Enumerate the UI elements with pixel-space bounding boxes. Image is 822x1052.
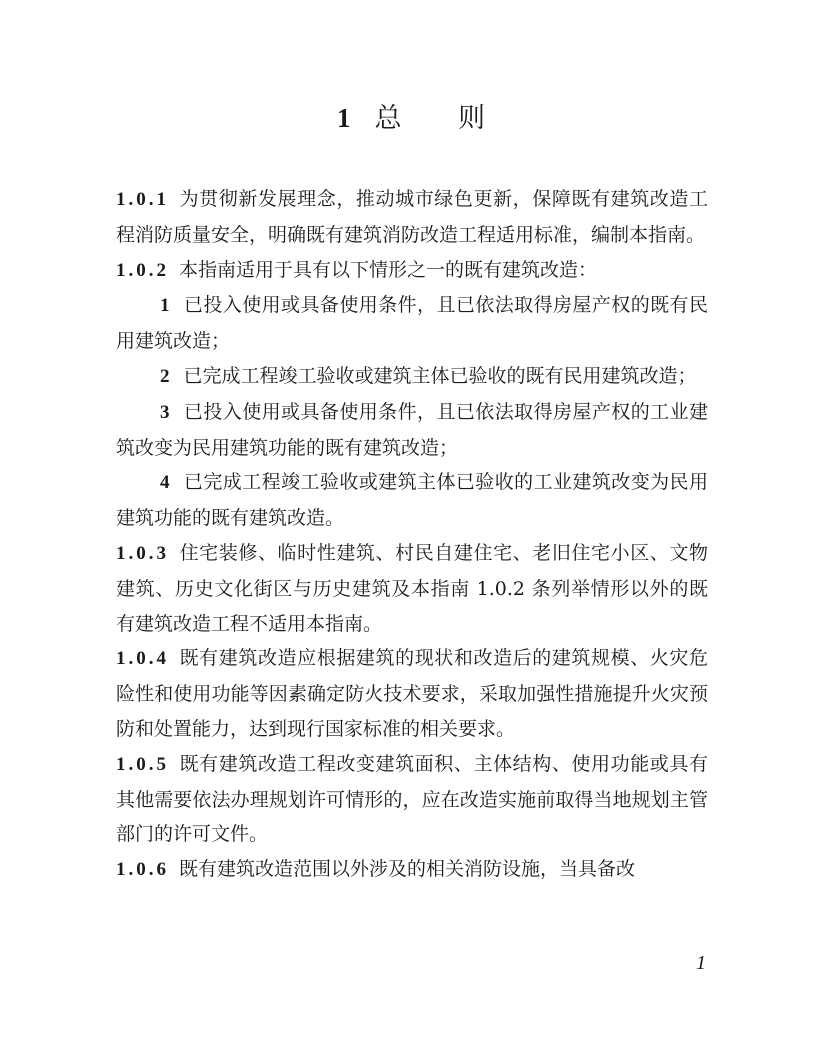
clause-item [116,465,708,536]
clause-1-0-1 [116,182,708,253]
item-number: 3 [160,401,170,423]
clause-item [116,359,708,395]
clause-text: 既有建筑改造范围以外涉及的相关消防设施，当具备改 [179,858,636,881]
clause-1-0-4 [116,641,708,746]
chapter-body [116,182,708,888]
clause-number: 1.0.4 [116,648,169,670]
clause-number: 1.0.5 [116,753,169,775]
item-number: 4 [160,472,170,494]
item-text: 已投入使用或具备使用条件，且已依法取得房屋产权的既有民用建筑改造； [116,294,708,353]
item-text: 已完成工程竣工验收或建筑主体已验收的既有民用建筑改造； [183,364,697,387]
clause-number: 1.0.3 [116,542,169,564]
clause-number: 1.0.1 [116,189,169,210]
item-text: 已投入使用或具备使用条件，且已依法取得房屋产权的工业建筑改变为民用建筑功能的既有建筑改造； [116,400,708,459]
clause-1-0-2 [116,253,708,289]
clause-number: 1.0.2 [116,259,169,281]
clause-text: 为贯彻新发展理念，推动城市绿色更新，保障既有建筑改造工程消防质量安全，明确既有建筑消防改造工程适用标准，编制本指南。 [116,188,708,246]
clause-text: 本指南适用于具有以下情形之一的既有建筑改造： [179,258,598,281]
item-number: 1 [160,295,170,317]
clause-1-0-3 [116,536,708,641]
clause-number: 1.0.6 [116,859,169,881]
clause-text: 住宅装修、临时性建筑、村民自建住宅、老旧住宅小区、文物建筑、历史文化街区与历史建筑及本指南 1.0.2 条列举情形以外的既有建筑改造工程不适用本指南。 [116,541,708,635]
clause-1-0-6 [116,852,708,888]
chapter-heading [0,96,822,141]
clause-item [116,395,708,466]
clause-item [116,288,708,359]
clause-text: 既有建筑改造应根据建筑的现状和改造后的建筑规模、火灾危险性和使用功能等因素确定防火技术要求，采取加强性措施提升火灾预防和处置能力，达到现行国家标准的相关要求。 [116,647,708,740]
clause-text: 既有建筑改造工程改变建筑面积、主体结构、使用功能或具有其他需要依法办理规划许可情形的，应在改造实施前取得当地规划主管部门的许可文件。 [116,752,708,846]
chapter-number: 1 [336,103,353,133]
clause-1-0-5 [116,747,708,852]
page-number: 1 [696,952,706,974]
item-number: 2 [160,365,170,387]
chapter-title: 总 则 [374,103,510,134]
item-text: 已完成工程竣工验收或建筑主体已验收的工业建筑改变为民用建筑功能的既有建筑改造。 [116,471,708,530]
